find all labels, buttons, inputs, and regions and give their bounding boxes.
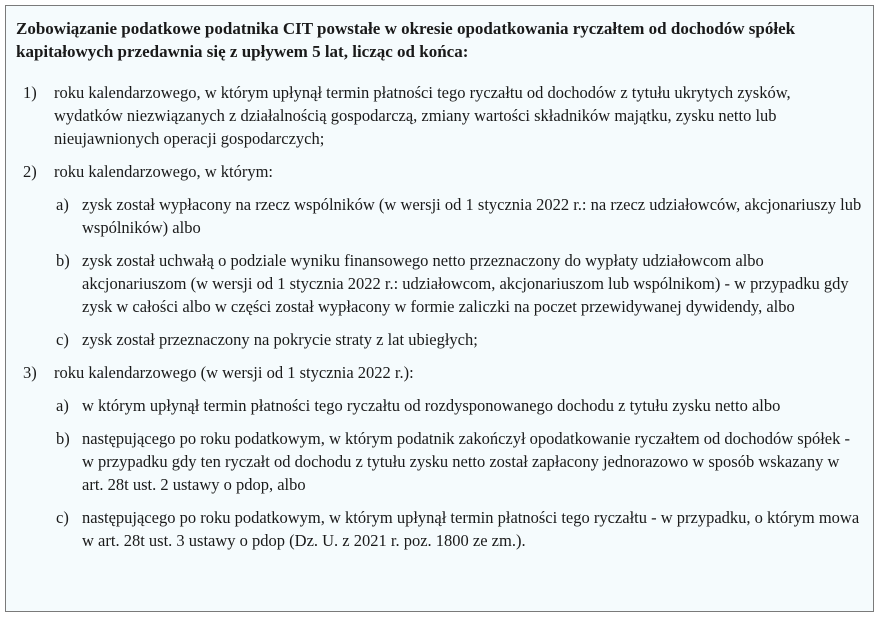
item-number: 2) (23, 162, 37, 181)
item-number: 1) (23, 83, 37, 102)
sub-item-a (56, 394, 863, 417)
sub-item-letter: a) (56, 396, 69, 415)
list-item-2 (16, 160, 863, 351)
sub-item-b (56, 249, 863, 318)
sub-item-text: zysk został uchwałą o podziale wyniku finansowego netto przeznaczony do wypłaty udziałowcom albo akcjonariuszom (w wersji od 1 stycznia 2022 r.: udziałowcom, akcjonariuszom lub wspólnikom) - w przypadku gdy zysk w całości albo w części został wypłacony w formie zaliczki na poczet przewidywanej dywidendy, albo (82, 251, 849, 316)
item-text: roku kalendarzowego (w wersji od 1 stycznia 2022 r.): (54, 363, 414, 382)
sub-item-letter: c) (56, 330, 69, 349)
sub-item-text: następującego po roku podatkowym, w którym upłynął termin płatności tego ryczałtu - w przypadku, o którym mowa w art. 28t ust. 3 ustawy o pdop (Dz. U. z 2021 r. poz. 1800 ze zm.). (82, 508, 860, 550)
item-text: roku kalendarzowego, w którym: (54, 162, 274, 181)
sub-item-letter: b) (56, 429, 70, 448)
sublist (54, 193, 863, 351)
sub-item-a (56, 193, 863, 239)
sub-item-text: w którym upłynął termin płatności tego ryczałtu od rozdysponowanego dochodu z tytułu zysku netto albo (82, 396, 781, 415)
box-heading: Zobowiązanie podatkowe podatnika CIT powstałe w okresie opodatkowania ryczałtem od dochodów spółek kapitałowych przedawnia się z upływem 5 lat, licząc od końca: (16, 19, 796, 61)
info-box (5, 5, 874, 612)
list-item-3 (16, 361, 863, 552)
item-number: 3) (23, 363, 37, 382)
sub-item-letter: a) (56, 195, 69, 214)
sub-item-text: zysk został przeznaczony na pokrycie straty z lat ubiegłych; (82, 330, 478, 349)
sub-item-text: następującego po roku podatkowym, w którym podatnik zakończył opodatkowanie ryczałtem od dochodów spółek - w przypadku gdy ten ryczałt od dochodu z tytułu zysku netto został zapłacony jednorazowo w sposób wskazany w art. 28t ust. 2 ustawy o pdop, albo (82, 429, 850, 494)
list-item-1 (16, 81, 863, 150)
sub-item-letter: b) (56, 251, 70, 270)
sub-item-letter: c) (56, 508, 69, 527)
item-text: roku kalendarzowego, w którym upłynął termin płatności tego ryczałtu od dochodów z tytułu ukrytych zysków, wydatków niezwiązanych z działalnością gospodarczą, zmiany wartości składników majątku, zysku netto lub nieujawnionych operacji gospodarczych; (54, 83, 791, 148)
sub-item-b (56, 427, 863, 496)
sublist (54, 394, 863, 552)
sub-item-text: zysk został wypłacony na rzecz wspólników (w wersji od 1 stycznia 2022 r.: na rzecz udziałowców, akcjonariuszy lub wspólników) albo (82, 195, 862, 237)
sub-item-c (56, 506, 863, 552)
sub-item-c (56, 328, 863, 351)
